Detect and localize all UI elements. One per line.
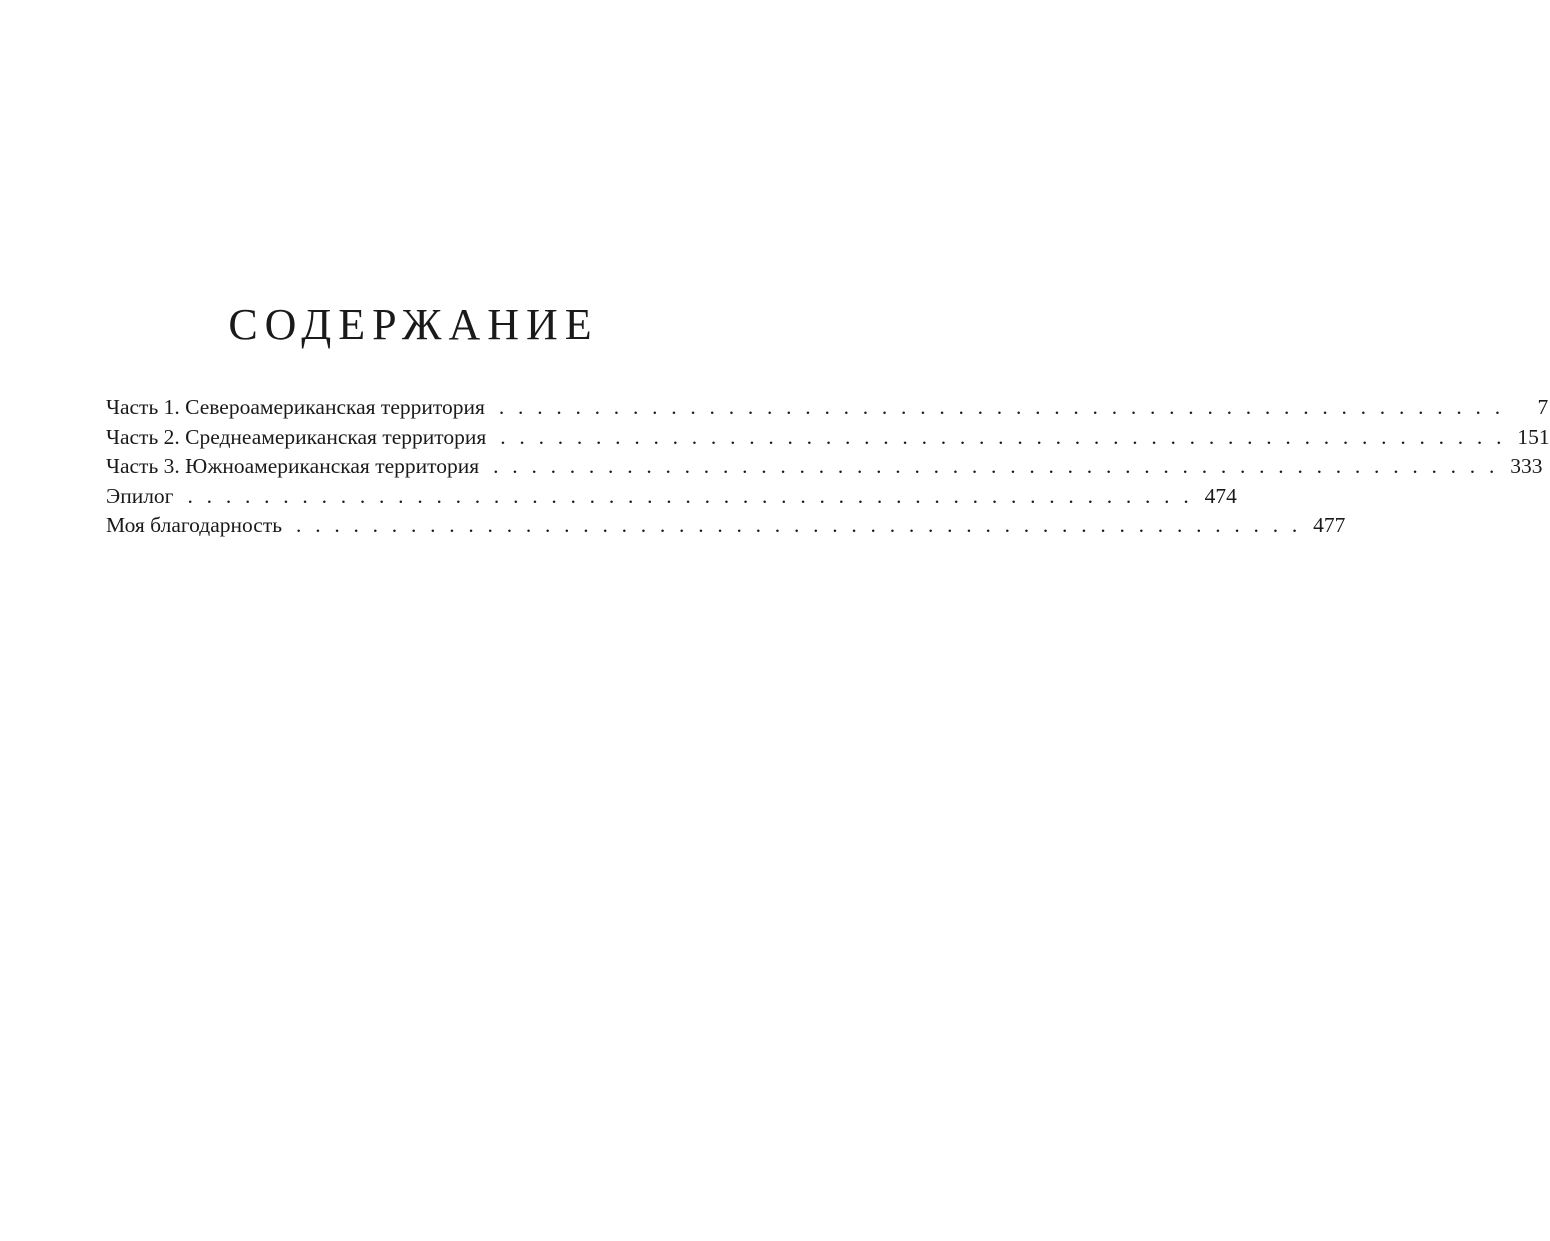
dot-leader: . . . . . . . . . . . . . . . . . . . . . . . . . . . . . . . . . . . . . . . . . . . . . . . . . . . . .	[498, 395, 1505, 419]
toc-entry-page: 151	[1517, 424, 1550, 449]
page-title: СОДЕРЖАНИЕ	[228, 300, 599, 349]
toc-entry[interactable]	[106, 482, 1237, 512]
toc-entry-title: Моя благодарность	[106, 513, 283, 537]
toc-entry[interactable]	[106, 511, 1346, 541]
toc-entry-page: 7	[1537, 395, 1549, 419]
toc-entry-title: Часть 3. Южноамериканская территория	[106, 454, 480, 478]
dot-leader: . . . . . . . . . . . . . . . . . . . . . . . . . . . . . . . . . . . . . . . . . . . . . . . . . . . . .	[187, 483, 1193, 508]
table-of-contents	[106, 393, 1550, 541]
toc-entry[interactable]	[106, 393, 1549, 423]
toc-entry[interactable]	[106, 452, 1543, 482]
toc-entry-page: 333	[1510, 454, 1543, 478]
toc-entry-page: 477	[1313, 513, 1346, 537]
toc-entry-title: Часть 1. Североамериканская территория	[106, 395, 485, 419]
dot-leader: . . . . . . . . . . . . . . . . . . . . . . . . . . . . . . . . . . . . . . . . . . . . . . . . . . . . .	[296, 513, 1302, 537]
toc-entry[interactable]	[106, 423, 1550, 453]
toc-entry-title: Эпилог	[106, 483, 174, 508]
dot-leader: . . . . . . . . . . . . . . . . . . . . . . . . . . . . . . . . . . . . . . . . . . . . . . . . . . . . .	[500, 424, 1506, 449]
toc-entry-page: 474	[1204, 483, 1237, 508]
dot-leader: . . . . . . . . . . . . . . . . . . . . . . . . . . . . . . . . . . . . . . . . . . . . . . . . . . . . .	[493, 454, 1499, 478]
toc-entry-title: Часть 2. Среднеамериканская территория	[106, 424, 487, 449]
